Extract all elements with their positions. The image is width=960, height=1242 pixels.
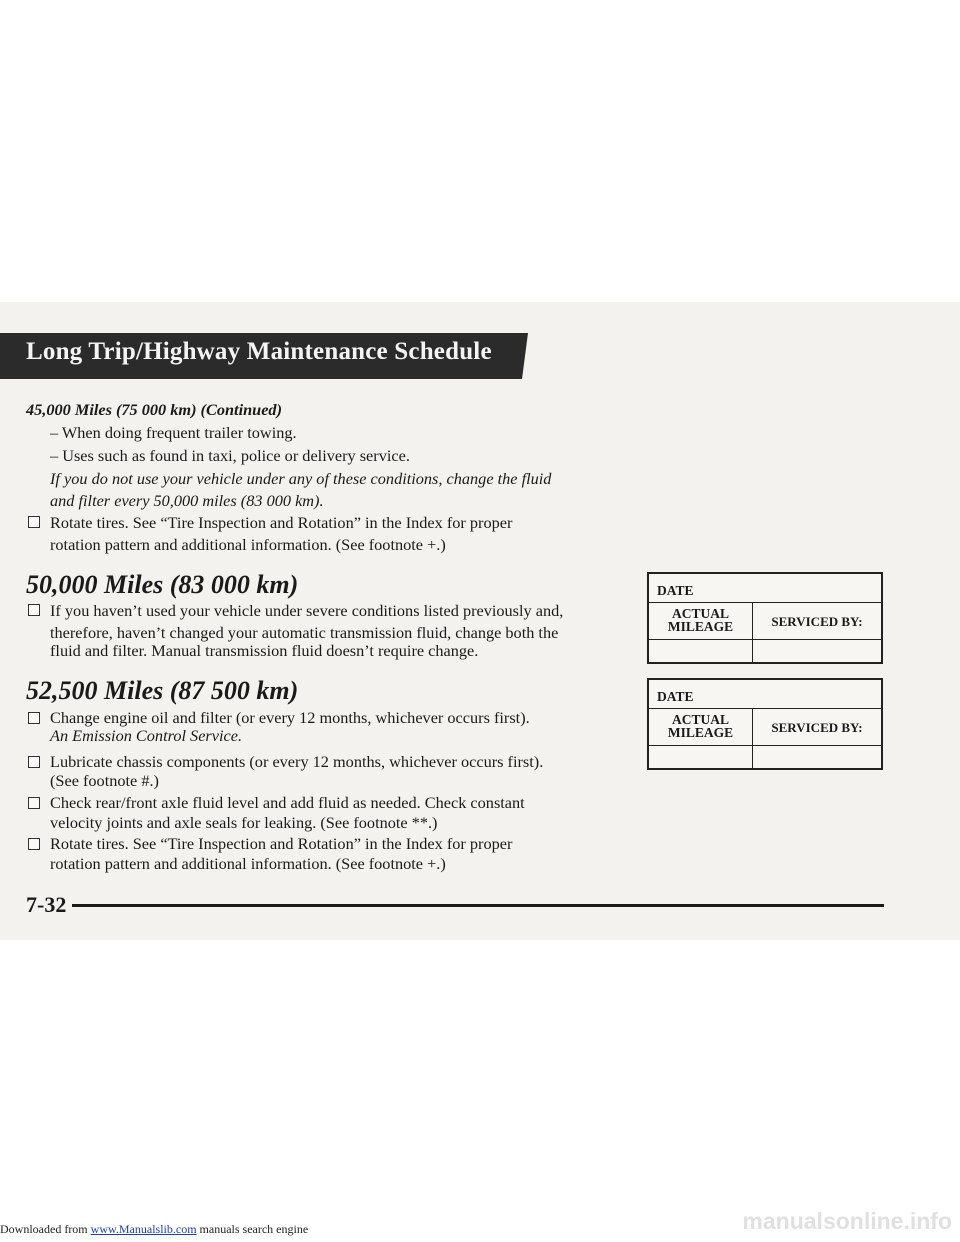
date-field[interactable]: DATE [649, 574, 881, 603]
footer-rule [72, 904, 884, 907]
dash-item-trailer: – When doing frequent trailer towing. [50, 423, 297, 442]
lube-line-2: (See footnote #.) [50, 771, 159, 790]
transmission-line-3: fluid and filter. Manual transmission fluid doesn’t require change. [50, 641, 479, 660]
service-record-form-52500 [647, 678, 883, 770]
download-prefix: Downloaded from [0, 1222, 91, 1236]
checkbox-lube-52500[interactable] [28, 756, 40, 768]
page-title: Long Trip/Highway Maintenance Schedule [26, 338, 492, 365]
page-number: 7-32 [26, 892, 67, 917]
rotate-45000-line-1: Rotate tires. See “Tire Inspection and Rotation” in the Index for proper [50, 513, 513, 532]
mileage-label: MILEAGE [667, 619, 734, 634]
mileage-label: MILEAGE [667, 725, 734, 740]
actual-mileage-label [649, 603, 753, 639]
axle-line-1: Check rear/front axle fluid level and add fluid as needed. Check constant [50, 793, 525, 812]
actual-label: ACTUAL [671, 606, 729, 621]
serviced-by-entry[interactable] [753, 746, 881, 768]
mileage-entry[interactable] [649, 640, 753, 662]
oil-line-1: Change engine oil and filter (or every 12 months, whichever occurs first). [50, 708, 530, 727]
checkbox-oil-52500[interactable] [28, 712, 40, 724]
serviced-by-label: SERVICED BY: [771, 614, 863, 629]
download-suffix: manuals search engine [196, 1222, 309, 1236]
date-field[interactable]: DATE [649, 680, 881, 709]
rotate-52500-line-1: Rotate tires. See “Tire Inspection and Rotation” in the Index for proper [50, 834, 513, 853]
transmission-line-2: therefore, haven’t changed your automatic transmission fluid, change both the [50, 623, 559, 642]
checkbox-rotate-52500[interactable] [28, 838, 40, 850]
heading-50000: 50,000 Miles (83 000 km) [26, 570, 299, 599]
checkbox-transmission-50000[interactable] [28, 604, 40, 616]
serviced-by-label: SERVICED BY: [771, 720, 863, 735]
note-line-1: If you do not use your vehicle under any of these conditions, change the fluid [50, 469, 552, 488]
lube-line-1: Lubricate chassis components (or every 12 months, whichever occurs first). [50, 752, 544, 771]
checkbox-axle-52500[interactable] [28, 797, 40, 809]
watermark: manualsonline.info [742, 1208, 952, 1234]
download-note [0, 1222, 308, 1237]
axle-line-2: velocity joints and axle seals for leaking. (See footnote **.) [50, 813, 438, 832]
rotate-52500-line-2: rotation pattern and additional information. (See footnote +.) [50, 854, 446, 873]
oil-line-2: An Emission Control Service. [50, 726, 243, 745]
manualslib-link[interactable]: www.Manualslib.com [90, 1222, 197, 1236]
transmission-line-1: If you haven’t used your vehicle under severe conditions listed previously and, [50, 601, 564, 620]
service-record-form-50000 [647, 572, 883, 664]
mileage-entry[interactable] [649, 746, 753, 768]
actual-label: ACTUAL [671, 712, 729, 727]
serviced-by-entry[interactable] [753, 640, 881, 662]
heading-52500: 52,500 Miles (87 500 km) [26, 676, 299, 705]
checkbox-rotate-45000[interactable] [28, 516, 40, 528]
rotate-45000-line-2: rotation pattern and additional information. (See footnote +.) [50, 535, 446, 554]
heading-45000-continued: 45,000 Miles (75 000 km) (Continued) [26, 400, 282, 419]
note-line-2: and filter every 50,000 miles (83 000 km). [50, 491, 324, 510]
actual-mileage-label [649, 709, 753, 745]
dash-item-taxi: – Uses such as found in taxi, police or delivery service. [50, 446, 410, 465]
